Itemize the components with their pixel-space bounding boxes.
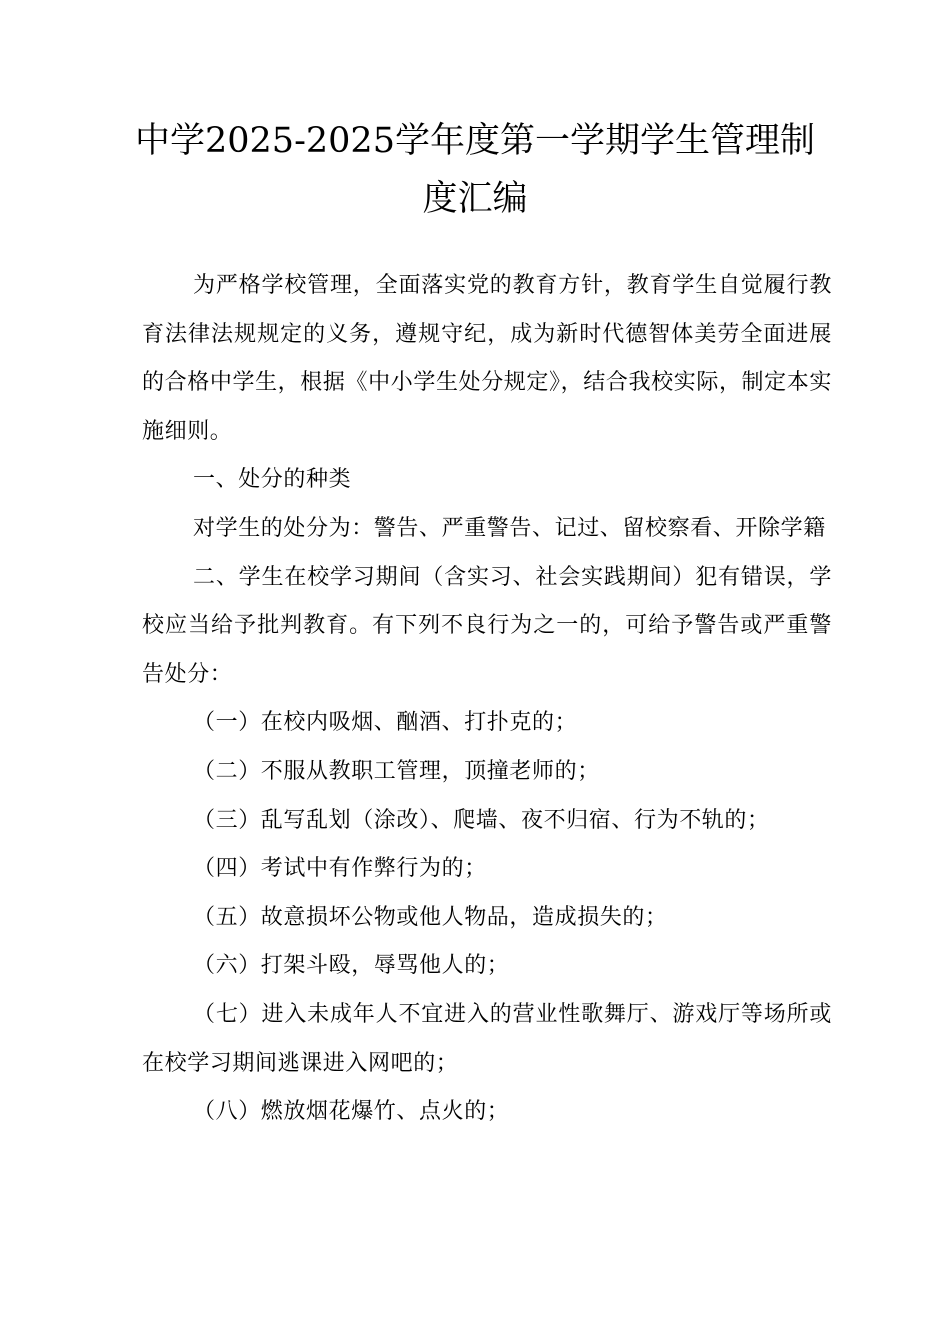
section-heading-punishment-types: 一、处分的种类: [193, 467, 352, 493]
list-item-1: （一）在校内吸烟、酗酒、打扑克的；: [193, 710, 578, 736]
list-item-5: （五）故意损坏公物或他人物品，造成损失的；: [193, 904, 668, 930]
document-body: [142, 262, 832, 1137]
document-title: 中学2025-2025学年度第一学期学生管理制度汇编: [135, 121, 815, 219]
list-item-8: （八）燃放烟花爆竹、点火的；: [193, 1099, 510, 1125]
list-item-3: （三）乱写乱划（涂改）、爬墙、夜不归宿、行为不轨的；: [193, 807, 770, 833]
paragraph-preamble: 为严格学校管理，全面落实党的教育方针，教育学生自觉履行教育法律法规规定的义务，遵规守纪，成为新时代德智体美劳全面进展的合格中学生，根据《中小学生处分规定》，结合我校实际，制定本实施细则。: [142, 273, 832, 444]
list-item-7: （七）进入未成年人不宜进入的营业性歌舞厅、游戏厅等场所或在校学习期间逃课进入网吧的；: [142, 1001, 832, 1076]
section-heading-misconduct: 二、学生在校学习期间（含实习、社会实践期间）犯有错误，学校应当给予批判教育。有下列不良行为之一的，可给予警告或严重警告处分：: [142, 564, 832, 687]
list-item-4: （四）考试中有作弊行为的；: [193, 856, 487, 882]
paragraph-punishment-list: 对学生的处分为：警告、严重警告、记过、留校察看、开除学籍: [193, 515, 826, 541]
list-item-2: （二）不服从教职工管理，顶撞老师的；: [193, 758, 600, 784]
list-item-6: （六）打架斗殴，辱骂他人的；: [193, 953, 510, 979]
